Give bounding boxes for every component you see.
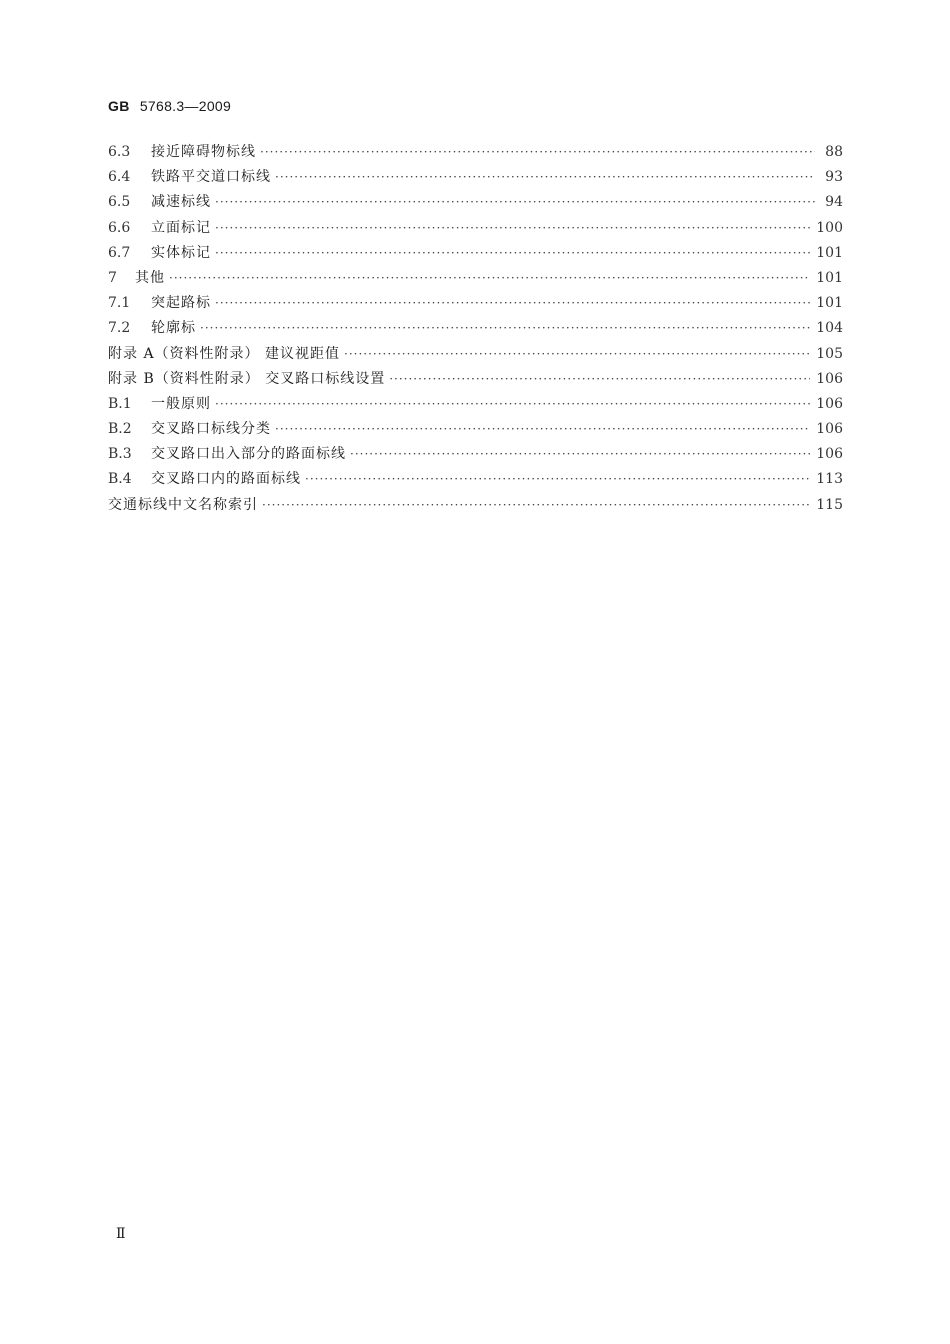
standard-number: 5768.3—2009 [139, 98, 232, 114]
toc-leader-dots [215, 221, 810, 235]
toc-entry-page: 105 [816, 345, 843, 362]
toc-leader-dots [215, 246, 810, 260]
toc-entry[interactable] [108, 443, 843, 468]
toc-entry[interactable] [108, 418, 843, 443]
toc-leader-dots [275, 422, 810, 436]
toc-entry-title: 轮廓标 [151, 320, 196, 337]
toc-entry-number: 6.3 [108, 144, 131, 160]
toc-leader-dots [305, 472, 810, 486]
toc-leader-dots [200, 321, 810, 335]
toc-entry-page: 93 [825, 169, 843, 186]
toc-entry-page: 94 [825, 194, 843, 211]
toc-entry-page: 104 [816, 320, 843, 337]
toc-leader-dots [389, 372, 810, 386]
document-header [108, 98, 231, 114]
toc-entry[interactable] [108, 242, 843, 267]
toc-leader-dots [215, 195, 815, 209]
toc-entry-title: 减速标线 [151, 194, 211, 211]
toc-entry[interactable] [108, 267, 843, 292]
toc-entry-number: B.2 [108, 421, 132, 438]
toc-leader-dots [350, 447, 810, 461]
toc-entry-page: 106 [816, 446, 843, 463]
toc-entry-page: 106 [816, 395, 843, 412]
toc-entry-number: 6.7 [108, 244, 131, 261]
toc-leader-dots [275, 170, 815, 184]
toc-entry[interactable] [108, 494, 843, 519]
toc-entry[interactable] [108, 191, 843, 216]
toc-entry-number: 7.2 [108, 320, 131, 337]
toc-entry-title: 其他 [135, 269, 165, 286]
toc-entry-number: B.3 [108, 446, 132, 463]
toc-entry-title: 交叉路口出入部分的路面标线 [151, 446, 346, 463]
toc-entry-title: 铁路平交道口标线 [151, 169, 271, 186]
toc-leader-dots [344, 347, 810, 361]
toc-entry[interactable] [108, 468, 843, 493]
toc-entry-title: 接近障碍物标线 [151, 144, 256, 160]
toc-entry-page: 101 [816, 244, 843, 261]
page-number: Ⅱ [116, 1226, 126, 1242]
toc-entry[interactable] [108, 166, 843, 191]
toc-entry[interactable] [108, 141, 843, 166]
toc-entry-title: 附录 B（资料性附录） 交叉路口标线设置 [108, 370, 386, 387]
toc-entry[interactable] [108, 217, 843, 242]
toc-entry-title: 立面标记 [151, 219, 211, 236]
toc-entry[interactable] [108, 368, 843, 393]
toc-entry-number: 7.1 [108, 295, 131, 312]
toc-entry-number: B.4 [108, 471, 132, 488]
toc-entry-page: 101 [816, 295, 843, 312]
toc-leader-dots [169, 271, 810, 285]
toc-entry-number: B.1 [108, 395, 132, 412]
toc-entry-page: 113 [816, 471, 843, 488]
toc-entry-title: 交通标线中文名称索引 [108, 496, 258, 513]
toc-entry-title: 一般原则 [151, 395, 211, 412]
toc-entry[interactable] [108, 393, 843, 418]
toc-entry-page: 115 [816, 496, 843, 513]
toc-entry-title: 交叉路口标线分类 [151, 421, 271, 438]
toc-entry-page: 100 [816, 219, 843, 236]
toc-entry-page: 88 [825, 144, 843, 160]
table-of-contents [108, 141, 843, 519]
toc-entry[interactable] [108, 292, 843, 317]
toc-entry-number: 6.4 [108, 169, 131, 186]
toc-entry[interactable] [108, 317, 843, 342]
toc-entry-page: 101 [816, 269, 843, 286]
toc-entry-page: 106 [816, 421, 843, 438]
toc-entry-number: 7 [108, 269, 117, 286]
toc-entry[interactable] [108, 343, 843, 368]
toc-entry-number: 6.5 [108, 194, 131, 211]
toc-entry-title: 交叉路口内的路面标线 [151, 471, 301, 488]
toc-leader-dots [215, 397, 810, 411]
standard-prefix: GB [108, 98, 130, 114]
toc-entry-title: 突起路标 [151, 295, 211, 312]
toc-entry-title: 实体标记 [151, 244, 211, 261]
toc-entry-number: 6.6 [108, 219, 131, 236]
toc-entry-page: 106 [816, 370, 843, 387]
toc-leader-dots [215, 296, 810, 310]
toc-entry-title: 附录 A（资料性附录） 建议视距值 [108, 345, 341, 362]
toc-leader-dots [262, 498, 810, 512]
toc-leader-dots [260, 145, 815, 159]
